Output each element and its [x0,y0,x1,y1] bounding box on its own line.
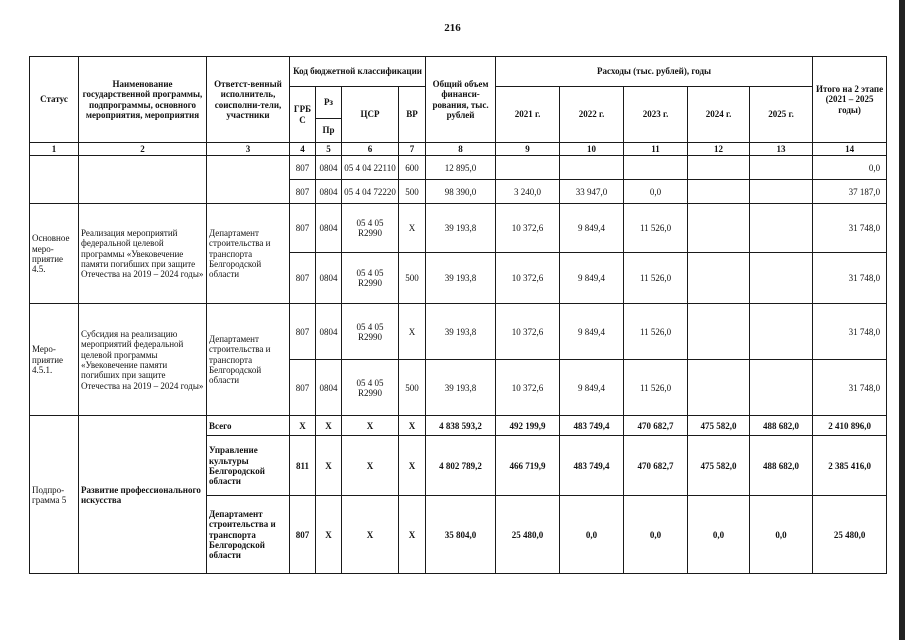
col-number: 4 [290,143,316,156]
y2021-cell: 3 240,0 [496,180,560,204]
y2024-cell [688,156,750,180]
stage-cell: 31 748,0 [813,204,887,253]
y2024-cell: 475 582,0 [688,436,750,496]
header-total-volume: Общий объем финанси-рования, тыс. рублей [426,57,496,143]
total-cell: 39 193,8 [426,360,496,416]
header-grbs: ГРБ С [290,87,316,143]
page-number: 216 [444,22,461,34]
total-cell: 4 802 789,2 [426,436,496,496]
header-2023: 2023 г. [624,87,688,143]
y2022-cell: 9 849,4 [560,304,624,360]
column-numbers-row [30,143,887,156]
grbs-cell: 811 [290,436,316,496]
total-cell: 98 390,0 [426,180,496,204]
y2023-cell: 11 526,0 [624,304,688,360]
table-row [30,416,887,436]
y2021-cell: 25 480,0 [496,496,560,574]
grbs-cell: 807 [290,304,316,360]
y2022-cell: 483 749,4 [560,416,624,436]
responsible-cell: Департамент строительства и транспорта Белгородской области [207,204,290,304]
y2022-cell: 0,0 [560,496,624,574]
scan-edge [899,0,905,640]
vr-cell: 500 [399,180,426,204]
name-cell: Реализация мероприятий федеральной целевой программы «Увековечение памяти погибших при защите Отечества на 2019 – 2024 годы» [79,204,207,304]
rzpr-cell: Х [316,496,342,574]
status-cell: Основное меро-приятие 4.5. [30,204,79,304]
grbs-cell: 807 [290,360,316,416]
y2025-cell [750,204,813,253]
y2021-cell: 10 372,6 [496,360,560,416]
y2025-cell [750,253,813,304]
y2022-cell: 9 849,4 [560,360,624,416]
vr-cell: Х [399,496,426,574]
stage-cell: 0,0 [813,156,887,180]
name-cell [79,156,207,204]
y2024-cell [688,253,750,304]
y2023-cell: 0,0 [624,180,688,204]
y2025-cell [750,156,813,180]
vr-cell: 500 [399,253,426,304]
responsible-cell [207,156,290,204]
name-cell: Субсидия на реализацию мероприятий федеральной целевой программы «Увековечение памяти погибших при защите Отечества на 2019 – 2024 годы» [79,304,207,416]
rzpr-cell: Х [316,436,342,496]
total-cell: 4 838 593,2 [426,416,496,436]
header-2022: 2022 г. [560,87,624,143]
header-2021: 2021 г. [496,87,560,143]
total-cell: 39 193,8 [426,204,496,253]
header-name: Наименование государственной программы, подпрограммы, основного мероприятия, мероприятия [79,57,207,143]
col-number: 12 [688,143,750,156]
y2024-cell [688,180,750,204]
y2023-cell: 470 682,7 [624,416,688,436]
col-number: 8 [426,143,496,156]
grbs-cell: 807 [290,204,316,253]
header-responsible: Ответст-венный исполнитель, соисполни-тели, участники [207,57,290,143]
y2023-cell [624,156,688,180]
header-rz: Рз [316,87,342,119]
y2023-cell: 470 682,7 [624,436,688,496]
grbs-cell: Х [290,416,316,436]
header-budget-code: Код бюджетной классификации [290,57,426,87]
header-pr: Пр [316,119,342,143]
csr-cell: 05 4 05 R2990 [342,204,399,253]
stage-cell: 31 748,0 [813,304,887,360]
y2024-cell [688,304,750,360]
csr-cell: 05 4 05 R2990 [342,304,399,360]
y2025-cell: 488 682,0 [750,436,813,496]
y2023-cell: 0,0 [624,496,688,574]
header-2024: 2024 г. [688,87,750,143]
vr-cell: Х [399,436,426,496]
status-cell: Меро-приятие 4.5.1. [30,304,79,416]
y2022-cell: 9 849,4 [560,204,624,253]
y2024-cell: 475 582,0 [688,416,750,436]
y2021-cell: 466 719,9 [496,436,560,496]
rzpr-cell: 0804 [316,156,342,180]
stage-cell: 25 480,0 [813,496,887,574]
header-expenses: Расходы (тыс. рублей), годы [496,57,813,87]
csr-cell: Х [342,436,399,496]
grbs-cell: 807 [290,156,316,180]
stage-cell: 31 748,0 [813,253,887,304]
y2025-cell [750,360,813,416]
csr-cell: Х [342,416,399,436]
budget-table [29,56,887,574]
y2021-cell: 492 199,9 [496,416,560,436]
col-number: 3 [207,143,290,156]
table-row [30,304,887,360]
col-number: 6 [342,143,399,156]
rzpr-cell: 0804 [316,180,342,204]
csr-cell: 05 4 04 72220 [342,180,399,204]
rzpr-cell: 0804 [316,360,342,416]
name-cell: Развитие профессионального искусства [79,416,207,574]
y2022-cell: 33 947,0 [560,180,624,204]
y2022-cell: 9 849,4 [560,253,624,304]
y2024-cell [688,204,750,253]
grbs-cell: 807 [290,253,316,304]
total-cell: 39 193,8 [426,304,496,360]
y2023-cell: 11 526,0 [624,204,688,253]
y2025-cell [750,180,813,204]
total-cell: 12 895,0 [426,156,496,180]
header-vr: ВР [399,87,426,143]
col-number: 14 [813,143,887,156]
col-number: 10 [560,143,624,156]
y2021-cell: 10 372,6 [496,253,560,304]
col-number: 1 [30,143,79,156]
vr-cell: Х [399,204,426,253]
y2024-cell: 0,0 [688,496,750,574]
table-row [30,204,887,253]
y2021-cell: 10 372,6 [496,204,560,253]
y2025-cell: 0,0 [750,496,813,574]
rzpr-cell: Х [316,416,342,436]
responsible-cell: Департамент строительства и транспорта Белгородской области [207,496,290,574]
y2021-cell: 10 372,6 [496,304,560,360]
rzpr-cell: 0804 [316,204,342,253]
col-number: 2 [79,143,207,156]
y2025-cell [750,304,813,360]
header-stage-total: Итого на 2 этапе (2021 – 2025 годы) [813,57,887,143]
vr-cell: 600 [399,156,426,180]
table-row [30,156,887,180]
responsible-cell: Департамент строительства и транспорта Белгородской области [207,304,290,416]
csr-cell: Х [342,496,399,574]
vr-cell: Х [399,416,426,436]
grbs-cell: 807 [290,180,316,204]
y2024-cell [688,360,750,416]
y2023-cell: 11 526,0 [624,360,688,416]
header-csr: ЦСР [342,87,399,143]
responsible-cell: Управление культуры Белгородской области [207,436,290,496]
y2023-cell: 11 526,0 [624,253,688,304]
y2025-cell: 488 682,0 [750,416,813,436]
y2022-cell: 483 749,4 [560,436,624,496]
header-2025: 2025 г. [750,87,813,143]
stage-cell: 2 410 896,0 [813,416,887,436]
stage-cell: 37 187,0 [813,180,887,204]
stage-cell: 2 385 416,0 [813,436,887,496]
col-number: 7 [399,143,426,156]
responsible-cell: Всего [207,416,290,436]
status-cell: Подпро-грамма 5 [30,416,79,574]
csr-cell: 05 4 05 R2990 [342,253,399,304]
rzpr-cell: 0804 [316,253,342,304]
total-cell: 35 804,0 [426,496,496,574]
total-cell: 39 193,8 [426,253,496,304]
header-status: Статус [30,57,79,143]
stage-cell: 31 748,0 [813,360,887,416]
col-number: 9 [496,143,560,156]
rzpr-cell: 0804 [316,304,342,360]
grbs-cell: 807 [290,496,316,574]
status-cell [30,156,79,204]
col-number: 11 [624,143,688,156]
vr-cell: Х [399,304,426,360]
csr-cell: 05 4 05 R2990 [342,360,399,416]
y2021-cell [496,156,560,180]
col-number: 13 [750,143,813,156]
vr-cell: 500 [399,360,426,416]
col-number: 5 [316,143,342,156]
csr-cell: 05 4 04 22110 [342,156,399,180]
y2022-cell [560,156,624,180]
